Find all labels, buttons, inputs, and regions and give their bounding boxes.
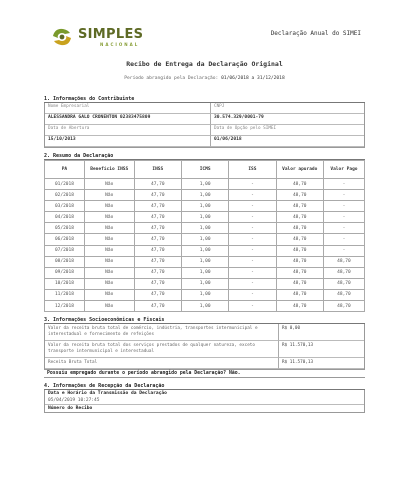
table-cell: Não <box>84 212 134 223</box>
cnpj-value: 30.574.329/0001-79 <box>211 114 364 125</box>
table-cell: 1,00 <box>181 301 228 312</box>
table-body <box>45 179 365 312</box>
table-cell: 01/2018 <box>45 179 85 190</box>
table-cell: 1,00 <box>181 267 228 278</box>
table-cell: - <box>229 289 276 300</box>
table-cell: Não <box>84 289 134 300</box>
table-cell: 47,70 <box>134 278 181 289</box>
table-cell: 1,00 <box>181 179 228 190</box>
header <box>44 24 365 56</box>
table-header-cell: INSS <box>134 161 181 179</box>
table-cell: 1,00 <box>181 256 228 267</box>
section-title-recepcao: 4. Informações de Recepção da Declaração <box>44 382 365 390</box>
table-cell: - <box>229 267 276 278</box>
table-cell: - <box>229 201 276 212</box>
table-cell: 1,00 <box>181 289 228 300</box>
table-cell: 12/2018 <box>45 301 85 312</box>
opening-date-label: Data de Abertura <box>45 125 211 136</box>
table-cell: 47,70 <box>134 256 181 267</box>
services-revenue-value: R$ 11.570,13 <box>279 341 364 358</box>
reception-info <box>44 390 365 413</box>
table-cell: Não <box>84 179 134 190</box>
table-cell: Não <box>84 190 134 201</box>
table-header-cell: ISS <box>229 161 276 179</box>
table-cell: 47,70 <box>134 289 181 300</box>
table-cell: 47,70 <box>134 234 181 245</box>
table-row <box>45 223 365 234</box>
table-cell: 47,70 <box>134 201 181 212</box>
table-cell: Não <box>84 301 134 312</box>
table-cell: 1,00 <box>181 201 228 212</box>
table-cell: 48,70 <box>276 278 323 289</box>
table-cell: - <box>229 223 276 234</box>
table-cell: 09/2018 <box>45 267 85 278</box>
table-cell: Não <box>84 201 134 212</box>
table-row <box>45 278 365 289</box>
table-row <box>45 201 365 212</box>
company-name-value: ALESSANDRA GALO CRONENTON 02383475809 <box>45 114 211 125</box>
period-value: 01/06/2018 a 31/12/2018 <box>221 76 285 81</box>
table-header-cell: PA <box>45 161 85 179</box>
table-cell: 03/2018 <box>45 201 85 212</box>
table-row <box>45 289 365 300</box>
table-cell: 1,00 <box>181 234 228 245</box>
table-cell: Não <box>84 267 134 278</box>
table-cell: 47,70 <box>134 245 181 256</box>
section-title-contribuinte: 1. Informações do Contribuinte <box>44 95 365 103</box>
commerce-revenue-label: Valor da receita bruta total de comércio, indústria, transportes intermunicipal e interestadual e fornecimento de refeições <box>45 324 279 341</box>
table-cell: 48,70 <box>276 223 323 234</box>
commerce-revenue-value: R$ 0,00 <box>279 324 364 341</box>
period-label: Período abrangido pela Declaração: <box>124 76 219 81</box>
page-title: Recibo de Entrega da Declaração Original <box>126 60 283 68</box>
table-header-cell: ICMS <box>181 161 228 179</box>
table-header-cell: Valor Pago <box>323 161 364 179</box>
table-cell: 47,70 <box>134 301 181 312</box>
table-row <box>45 301 365 312</box>
table-row <box>45 179 365 190</box>
table-cell: 47,70 <box>134 190 181 201</box>
table-cell: 47,70 <box>134 223 181 234</box>
table-cell: - <box>323 245 364 256</box>
table-row <box>45 267 365 278</box>
services-revenue-label: Valor da receita bruta total dos serviços prestados de qualquer natureza, exceto transporte intermunicipal e interestadual <box>45 341 279 358</box>
table-row <box>45 212 365 223</box>
transmission-datetime-value: 05/04/2019 10:27:45 <box>45 397 364 405</box>
document-type-title: Declaração Anual do SIMEI <box>270 30 361 37</box>
table-row <box>45 190 365 201</box>
brand-name: SIMPLES <box>78 27 144 42</box>
employee-question: Possuiu empregado durante o período abrangido pela Declaração? Não. <box>44 370 365 378</box>
table-cell: 48,70 <box>276 212 323 223</box>
table-cell: - <box>323 212 364 223</box>
table-row <box>45 256 365 267</box>
table-cell: 1,00 <box>181 212 228 223</box>
table-header-row <box>45 161 365 179</box>
table-cell: 48,70 <box>276 267 323 278</box>
table-cell: 08/2018 <box>45 256 85 267</box>
table-cell: 48,70 <box>276 289 323 300</box>
table-cell: - <box>229 301 276 312</box>
table-cell: - <box>323 223 364 234</box>
declaration-summary-table <box>44 160 365 312</box>
table-cell: - <box>229 234 276 245</box>
table-cell: 48,70 <box>276 201 323 212</box>
table-cell: 04/2018 <box>45 212 85 223</box>
table-cell: - <box>229 179 276 190</box>
transmission-datetime-label: Data e Horário da Transmissão da Declaração <box>48 391 167 397</box>
table-cell: 48,70 <box>323 301 364 312</box>
table-cell: 1,00 <box>181 223 228 234</box>
taxpayer-info-grid <box>44 103 365 148</box>
table-cell: 48,70 <box>323 267 364 278</box>
table-cell: 06/2018 <box>45 234 85 245</box>
table-header-cell: Benefício INSS <box>84 161 134 179</box>
company-name-label: Nome Empresarial <box>45 103 211 114</box>
table-cell: 47,70 <box>134 212 181 223</box>
section-title-socioeconomicas: 3. Informações Socioeconômicas e Fiscais <box>44 316 365 324</box>
table-cell: 47,70 <box>134 179 181 190</box>
table-cell: 02/2018 <box>45 190 85 201</box>
table-cell: - <box>323 201 364 212</box>
table-cell: Não <box>84 278 134 289</box>
table-cell: 1,00 <box>181 190 228 201</box>
table-cell: 47,70 <box>134 267 181 278</box>
opening-date-value: 15/10/2013 <box>45 136 211 147</box>
table-cell: 48,70 <box>276 190 323 201</box>
table-cell: 48,70 <box>323 278 364 289</box>
table-cell: - <box>323 179 364 190</box>
brand-subtitle: NACIONAL <box>100 42 140 47</box>
receipt-number-label: Número do Recibo <box>48 406 93 412</box>
gross-revenue-value: R$ 11.570,13 <box>279 358 364 369</box>
simei-option-date-value: 01/06/2018 <box>211 136 364 147</box>
table-cell: Não <box>84 223 134 234</box>
table-cell: - <box>323 190 364 201</box>
table-cell: 1,00 <box>181 245 228 256</box>
table-cell: 48,70 <box>276 179 323 190</box>
table-row <box>45 234 365 245</box>
table-cell: 07/2018 <box>45 245 85 256</box>
table-cell: - <box>229 245 276 256</box>
cnpj-label: CNPJ <box>211 103 364 114</box>
socioeconomic-grid <box>44 324 365 370</box>
table-header-cell: Valor apurado <box>276 161 323 179</box>
simei-option-date-label: Data de Opção pelo SIMEI <box>211 125 364 136</box>
section-title-resumo: 2. Resumo da Declaração <box>44 152 365 160</box>
table-cell: 1,00 <box>181 278 228 289</box>
period-line <box>44 76 365 81</box>
table-cell: 10/2018 <box>45 278 85 289</box>
table-cell: 48,70 <box>276 245 323 256</box>
table-cell: 48,70 <box>276 301 323 312</box>
table-row <box>45 245 365 256</box>
logo-emblem-icon <box>50 26 74 48</box>
table-cell: 48,70 <box>323 256 364 267</box>
table-cell: 48,70 <box>276 256 323 267</box>
table-cell: Não <box>84 256 134 267</box>
table-cell: - <box>323 234 364 245</box>
table-cell: Não <box>84 245 134 256</box>
table-cell: 05/2018 <box>45 223 85 234</box>
table-cell: 11/2018 <box>45 289 85 300</box>
table-cell: - <box>229 212 276 223</box>
table-cell: 48,70 <box>276 234 323 245</box>
table-cell: 48,70 <box>323 289 364 300</box>
table-cell: - <box>229 256 276 267</box>
table-cell: - <box>229 190 276 201</box>
gross-revenue-label: Receita Bruta Total <box>45 358 279 369</box>
table-cell: Não <box>84 234 134 245</box>
table-cell: - <box>229 278 276 289</box>
